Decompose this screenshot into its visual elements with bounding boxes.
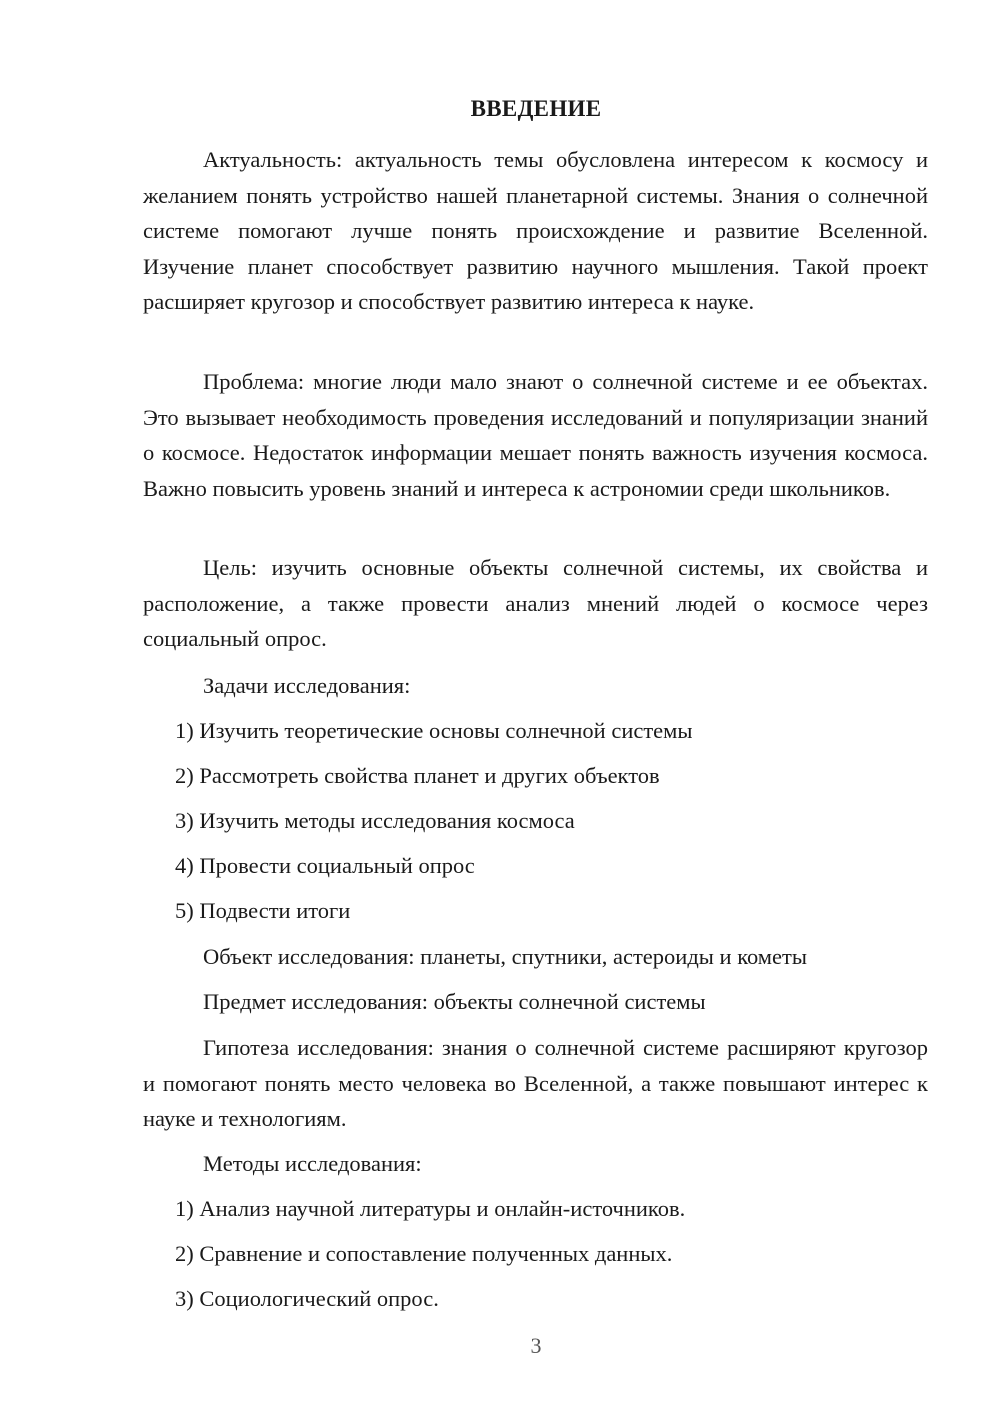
goal-paragraph: Цель: изучить основные объекты солнечной системы, их свойства и расположение, а также провести анализ мнений людей о космосе через социальный опрос. — [143, 555, 928, 651]
method-item: 3) Социологический опрос. — [175, 1286, 439, 1311]
tasks-heading: Задачи исследования: — [203, 673, 411, 698]
research-object: Объект исследования: планеты, спутники, астероиды и кометы — [203, 944, 807, 969]
method-item: 1) Анализ научной литературы и онлайн-источников. — [175, 1196, 686, 1221]
page-number: 3 — [530, 1333, 542, 1358]
task-item: 2) Рассмотреть свойства планет и других объектов — [175, 763, 660, 788]
relevance-paragraph: Актуальность: актуальность темы обусловлена интересом к космосу и желанием понять устройство нашей планетарной системы. Знания о солнечной системе помогают лучше понять происхождение и развитие Вселенной. Изучение планет способствует развитию научного мышления. Такой проект расширяет кругозор и способствует развитию интереса к науке. — [143, 147, 928, 314]
task-item: 1) Изучить теоретические основы солнечной системы — [175, 718, 693, 743]
research-subject: Предмет исследования: объекты солнечной системы — [203, 989, 706, 1014]
hypothesis-paragraph: Гипотеза исследования: знания о солнечной системе расширяют кругозор и помогают понять место человека во Вселенной, а также повышают интерес к науке и технологиям. — [143, 1035, 928, 1131]
page-title: ВВЕДЕНИЕ — [470, 96, 602, 121]
problem-paragraph: Проблема: многие люди мало знают о солнечной системе и ее объектах. Это вызывает необходимость проведения исследований и популяризации знаний о космосе. Недостаток информации мешает понять важность изучения космоса. Важно повысить уровень знаний и интереса к астрономии среди школьников. — [143, 369, 928, 501]
task-item: 4) Провести социальный опрос — [175, 853, 475, 878]
task-item: 3) Изучить методы исследования космоса — [175, 808, 575, 833]
task-item: 5) Подвести итоги — [175, 898, 351, 923]
methods-heading: Методы исследования: — [203, 1151, 422, 1176]
method-item: 2) Сравнение и сопоставление полученных данных. — [175, 1241, 673, 1266]
